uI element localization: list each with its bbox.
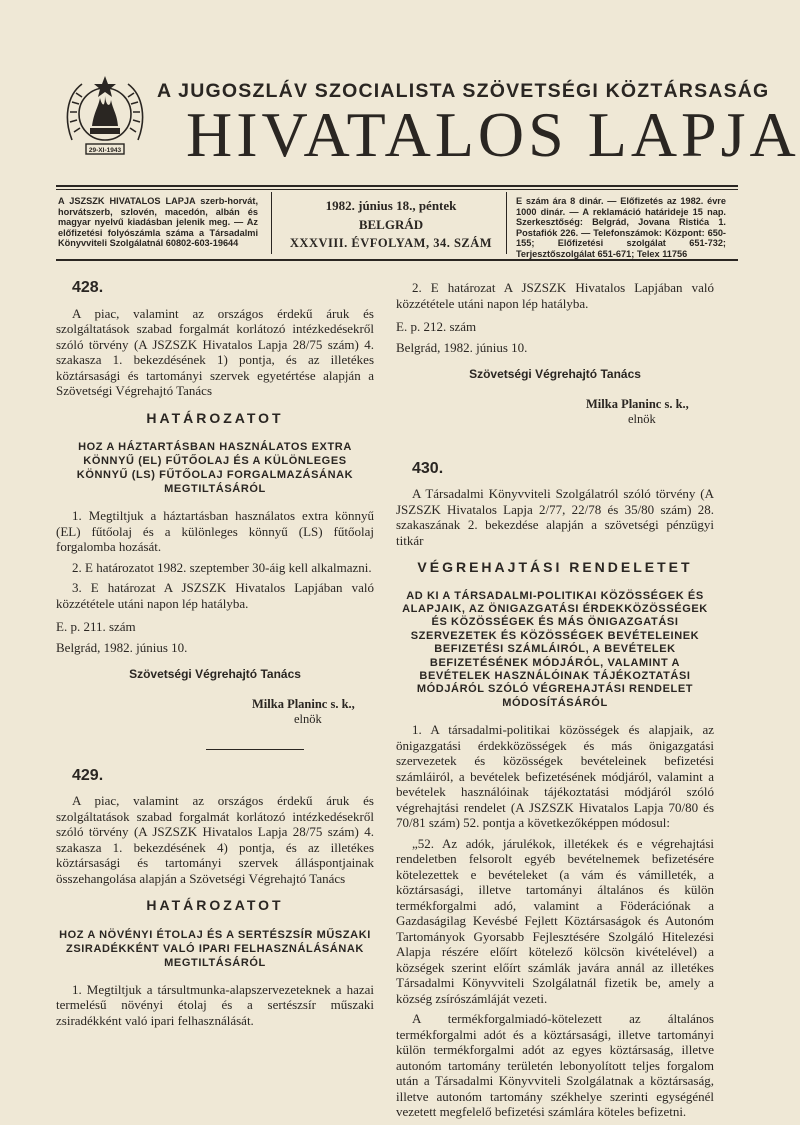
reference-number: E. p. 212. szám bbox=[396, 319, 477, 334]
paragraph: A termékforgalmiadó-kötelezett az általános termékforgalmi adót és a köztársasági, illetve tartományi külön termékforgalmi adót az egyes köztársaság, illetve autonóm tartomány területén lebonyolított teljes forgalom után a Társadalmi Könyvviteli Szolgálatnak a köztársaság, illetve autonóm tartomány székhelye szerinti egységénél vezetett megfelelő befizetési számlára köteles befizetni. bbox=[396, 1011, 714, 1120]
paragraph: 2. E határozatot 1982. szeptember 30-áig kell alkalmazni. bbox=[72, 559, 372, 575]
preamble: A piac, valamint az országos érdekű áruk és szolgáltatások szabad forgalmát korlátozó intézkedésekről szóló törvény (A JSZSZK Hivatalos Lapja 28/75 szám) 4. szakasza 1. bekezdésének 1) pontja, és az illetékes köztársasági és tartományi szervek egyetértése alapján a Szövetségi Végrehajtó Tanács bbox=[56, 305, 374, 398]
preamble: A piac, valamint az országos érdekű áruk és szolgáltatások szabad forgalmát korlátozó intézkedésekről szóló törvény (A JSZSZK Hivatalos Lapja 28/75 szám) 4. szakasza 1. bekezdésének 4) pontja, és az illetékes köztársasági és tartományi szervek álláspontjainak összehangolása alapján a Szövetségi Végrehajtó Tanács bbox=[56, 793, 374, 886]
paragraph: 1. Megtiltjuk a háztartásban használatos extra könnyű (EL) fűtőolaj és a különleges könnyű (LS) fűtőolaj forgalomba hozását. bbox=[56, 508, 374, 554]
publication-subtitle: A JUGOSZLÁV SZOCIALISTA SZÖVETSÉGI KÖZTÁRSASÁG bbox=[157, 80, 770, 102]
publication-title: HIVATALOS LAPJA bbox=[186, 99, 800, 170]
issuing-council: Szövetségi Végrehajtó Tanács bbox=[469, 367, 641, 381]
signatory-name: Milka Planinc s. k., bbox=[586, 396, 689, 411]
spacer bbox=[396, 427, 714, 461]
paragraph: 3. E határozat A JSZSZK Hivatalos Lapjában való közzététele utáni napon lép hatályba. bbox=[56, 580, 374, 611]
signatory bbox=[252, 697, 374, 727]
signatory-role: elnök bbox=[294, 711, 322, 726]
issue-volume: XXXVIII. ÉVFOLYAM, 34. SZÁM bbox=[289, 236, 493, 250]
signatory bbox=[586, 397, 714, 427]
header-top-rule-thin bbox=[56, 189, 738, 190]
document-subject: AD KI A TÁRSADALMI-POLITIKAI KÖZÖSSÉGEK ÉS ALAPJAIK, AZ ÖNIGAZGATÁSI ÉRDEKKÖZÖSSÉGEK ÉS KÖZÖSSÉGEK ÉS MÁS ÖNIGAZGATÁSI SZERVEZETEK ÉS KÖZÖSSÉGEK BEVÉTELEINEK BEFIZETÉSI SZÁMLÁIRÓL, A BEVÉTELEK BEFIZETÉSÉNEK MÓDJÁRÓL, VALAMINT A BEVÉTELEK HASZNÁLÓINAK TÁJÉKOZTATÁSI MÓDJÁRÓL SZÓLÓ VÉGREHAJTÁSI RENDELET MÓDOSÍTÁSÁRÓL bbox=[402, 589, 708, 709]
emblem-date: 29-XI-1943 bbox=[88, 147, 122, 154]
subscription-info-right: E szám ára 8 dinár. — Előfizetés az 1982. évre 1000 dinár. — A reklamáció határideje 15 nap. Szerkesztőség: Belgrád, Jovana Ristića 1. Postafiók 226. — Telefonszámok: Központ: 650-155; Előfizetési szolgálat 651-732; Terjesztőszolgálat 651-671; Telex 11756 bbox=[516, 196, 726, 259]
subscription-info-left: A JSZSZK HIVATALOS LAPJA szerb-horvát, horvátszerb, szlovén, macedón, albán és magyar nyelvű kiadásban jelenik meg. — Az előfizetési folyószámla száma a Társadalmi Könyvviteli Szolgálatnál 60802-603-19644 bbox=[58, 196, 258, 249]
document-subject: HOZ A HÁZTARTÁSBAN HASZNÁLATOS EXTRA KÖNNYŰ (EL) FŰTŐOLAJ ÉS A KÜLÖNLEGES KÖNNYŰ (LS) FŰTŐOLAJ FORGALMAZÁSÁNAK MEGTILTÁSÁRÓL bbox=[76, 441, 354, 495]
issue-info bbox=[282, 196, 500, 253]
reference-date: Belgrád, 1982. június 10. bbox=[56, 639, 188, 655]
signatory-role: elnök bbox=[628, 411, 656, 426]
document-number: 430. bbox=[412, 459, 444, 477]
paragraph: „52. Az adók, járulékok, illetékek és e végrehajtási rendeletben felsorolt egyéb bevételnemek befizetésére kötelezettek e bevételeket (a vám és vámilleték, a köztársasági, illetve tartományi általános és külön termékforgalmi adó, valamint a Föderációnak a Gazdaságilag Kevésbé Fejlett Köztársaságok és Autonóm Tartományok Gyorsabb Fejlesztésére Szolgáló Hitelezési Alapja részére előírt kötelező kölcsön kivételével) a községek szerint előírt számlák javára annál az illetékes Társadalmi Könyvviteli Szolgálatnál fizetik be, amely a község zsírószámláját vezeti. bbox=[396, 835, 714, 1006]
paragraph: 1. A társadalmi-politikai közösségek és alapjaik, az önigazgatási érdekközösségek és más önigazgatási szervezetek és közösségek bevételeinek befizetési számláiról, a bevételek befizetésének módjáról, valamint a bevételek használóinak tájékoztatási módjáról szóló végrehajtási rendelet (A JSZSZK Hivatalos Lapja 70/80 és 70/81 szám) 52. pontja a következőképpen módosul: bbox=[396, 722, 714, 831]
right-column bbox=[396, 280, 714, 1125]
issue-city: BELGRÁD bbox=[358, 217, 424, 232]
header-bottom-rule bbox=[56, 259, 738, 261]
document-type-heading: VÉGREHAJTÁSI RENDELETET bbox=[417, 559, 693, 575]
header-top-rule bbox=[56, 185, 738, 187]
document-type-heading: HATÁROZATOT bbox=[146, 409, 284, 426]
paragraph: 1. Megtiltjuk a társultmunka-alapszervezeteknek a hazai termelésű növényi étolaj és a sertészsír műszaki zsiradékként való ipari felhasználását. bbox=[56, 981, 374, 1028]
document-type-heading: HATÁROZATOT bbox=[146, 897, 284, 913]
reference-date: Belgrád, 1982. június 10. bbox=[396, 339, 528, 355]
document-subject: HOZ A NÖVÉNYI ÉTOLAJ ÉS A SERTÉSZSÍR MŰSZAKI ZSIRADÉKKÉNT VALÓ IPARI FELHASZNÁLÁSÁNAK MEGTILTÁSÁRÓL bbox=[59, 928, 371, 969]
state-emblem-icon bbox=[62, 70, 148, 166]
document-number: 429. bbox=[72, 766, 104, 784]
preamble: A Társadalmi Könyvviteli Szolgálatról szóló törvény (A JSZSZK Hivatalos Lapja 2/77, 22/78 és 35/80 szám) 28. szakaszának 2. bekezdése alapján a szövetségi pénzügyi titkár bbox=[396, 486, 714, 548]
reference-number: E. p. 211. szám bbox=[56, 619, 136, 634]
header-divider bbox=[506, 192, 507, 254]
header-divider bbox=[271, 192, 272, 254]
signatory-name: Milka Planinc s. k., bbox=[252, 696, 355, 711]
issuing-council: Szövetségi Végrehajtó Tanács bbox=[129, 667, 301, 681]
paragraph: 2. E határozat A JSZSZK Hivatalos Lapjában való közzététele utáni napon lép hatályba. bbox=[396, 280, 714, 311]
left-column bbox=[56, 280, 374, 1033]
issue-date: 1982. június 18., péntek bbox=[325, 198, 457, 213]
document-number: 428. bbox=[72, 279, 104, 296]
section-divider bbox=[206, 749, 304, 750]
